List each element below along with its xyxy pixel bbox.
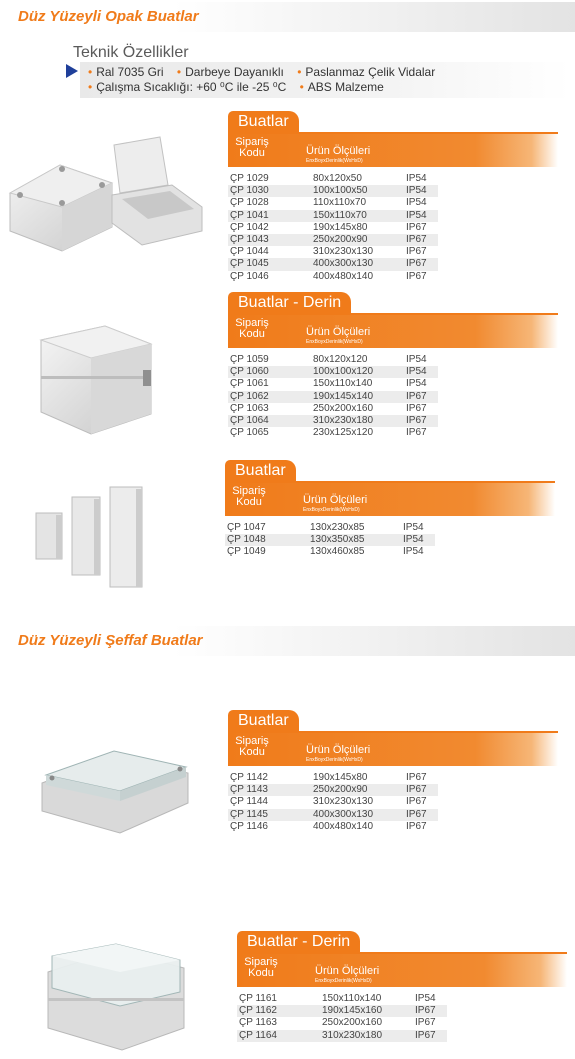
cell-dimensions: 130x350x85: [310, 534, 365, 546]
cell-code: ÇP 1030: [230, 185, 269, 197]
table-row: [228, 415, 438, 427]
table-header: [225, 483, 555, 516]
cell-dimensions: 400x300x130: [313, 258, 374, 270]
cell-dimensions: 100x100x120: [313, 366, 374, 378]
table-row: [237, 993, 447, 1005]
cell-dimensions: 190x145x160: [322, 1005, 383, 1017]
cell-code: ÇP 1143: [230, 784, 268, 796]
feature-material: ABS Malzeme: [307, 80, 384, 94]
cell-dimensions: 190x145x80: [313, 772, 368, 783]
header-code: Sipariş Kodu: [235, 735, 269, 758]
cell-protection: IP67: [415, 1029, 436, 1041]
cell-code: ÇP 1046: [230, 270, 269, 282]
table-header: [228, 315, 558, 348]
cell-code: ÇP 1145: [230, 808, 268, 820]
header-dimensions: Ürün Ölçüleri: [306, 326, 371, 338]
table-title: Buatlar: [225, 460, 296, 482]
cell-protection: IP54: [403, 522, 424, 533]
cell-dimensions: 310x230x130: [313, 246, 374, 258]
cell-code: ÇP 1144: [230, 796, 268, 808]
table-row: [225, 534, 435, 546]
cell-dimensions: 150x110x70: [313, 209, 367, 221]
cell-code: ÇP 1142: [230, 772, 268, 783]
cell-dimensions: 250x200x160: [322, 1017, 383, 1029]
cell-protection: IP67: [406, 233, 427, 245]
cell-protection: IP54: [406, 366, 427, 378]
cell-protection: IP54: [403, 546, 424, 558]
cell-dimensions: 80x120x120: [313, 354, 368, 365]
cell-code: ÇP 1028: [230, 197, 269, 209]
cell-dimensions: 230x125x120: [313, 427, 374, 439]
table-row: [237, 1017, 447, 1029]
cell-protection: IP67: [406, 390, 427, 402]
cell-protection: IP67: [415, 1017, 436, 1029]
cell-code: ÇP 1163: [239, 1017, 277, 1029]
cell-code: ÇP 1164: [239, 1029, 277, 1041]
feature-1: Ral 7035 Gri: [96, 65, 164, 79]
cell-code: ÇP 1044: [230, 246, 269, 258]
cell-protection: IP54: [406, 378, 427, 390]
cell-code: ÇP 1161: [239, 993, 277, 1004]
cell-protection: IP67: [406, 402, 427, 414]
header-dimensions-sub: EnxBoyxDerinlik(WxHxD): [315, 978, 372, 984]
table-buatlar-derin-seffaf: [237, 931, 567, 1042]
cell-dimensions: 250x200x90: [313, 233, 368, 245]
table-row: [228, 772, 438, 784]
table-rows: [237, 993, 447, 1042]
cell-protection: IP67: [406, 808, 427, 820]
cell-code: ÇP 1162: [239, 1005, 277, 1017]
feature-3: Paslanmaz Çelik Vidalar: [305, 65, 436, 79]
table-buatlar-derin-1: [228, 292, 558, 439]
table-row: [228, 809, 438, 821]
cell-code: ÇP 1047: [227, 522, 266, 533]
table-row: [228, 246, 438, 258]
product-image-buat-open: [2, 135, 222, 255]
cell-code: ÇP 1059: [230, 354, 269, 365]
table-rows: [228, 772, 438, 833]
cell-protection: IP67: [406, 427, 427, 439]
product-image-seffaf-derin: [44, 942, 194, 1054]
header-dimensions-sub: EnxBoyxDerinlik(WxHxD): [303, 507, 360, 513]
feature-2: Darbeye Dayanıklı: [185, 65, 284, 79]
table-row: [228, 197, 438, 209]
arrow-icon: [66, 64, 78, 78]
table-row: [228, 821, 438, 833]
table-row: [228, 234, 438, 246]
table-row: [228, 185, 438, 197]
cell-protection: IP67: [406, 414, 427, 426]
cell-protection: IP67: [415, 1005, 436, 1017]
table-row: [228, 378, 438, 390]
cell-protection: IP54: [406, 354, 427, 365]
header-dimensions-sub: EnxBoyxDerinlik(WxHxD): [306, 339, 363, 345]
cell-code: ÇP 1045: [230, 258, 269, 270]
section-title-opak: Düz Yüzeyli Opak Buatlar: [18, 8, 199, 25]
table-header: [237, 954, 567, 987]
cell-dimensions: 110x110x70: [313, 197, 367, 209]
product-image-buat-derin: [35, 320, 160, 440]
header-dimensions: Ürün Ölçüleri: [306, 145, 371, 157]
cell-protection: IP54: [415, 993, 436, 1004]
cell-code: ÇP 1049: [227, 546, 266, 558]
cell-dimensions: 80x120x50: [313, 173, 362, 184]
cell-code: ÇP 1062: [230, 390, 269, 402]
cell-protection: IP67: [406, 246, 427, 258]
table-row: [228, 354, 438, 366]
cell-protection: IP54: [406, 197, 427, 209]
table-rows: [225, 522, 435, 559]
table-title: Buatlar - Derin: [228, 292, 351, 314]
header-dimensions: Ürün Ölçüleri: [303, 494, 368, 506]
cell-dimensions: 400x480x140: [313, 270, 374, 282]
cell-code: ÇP 1048: [227, 534, 266, 546]
table-row: [228, 210, 438, 222]
table-row: [228, 271, 438, 283]
cell-code: ÇP 1063: [230, 402, 269, 414]
table-row: [228, 222, 438, 234]
product-image-buat-tall: [32, 485, 152, 590]
cell-protection: IP67: [406, 258, 427, 270]
table-row: [225, 546, 435, 558]
header-code: Sipariş Kodu: [232, 485, 266, 508]
header-code: Sipariş Kodu: [235, 317, 269, 340]
cell-dimensions: 250x200x90: [313, 784, 368, 796]
header-dimensions: Ürün Ölçüleri: [306, 744, 371, 756]
header-dimensions-sub: EnxBoyxDerinlik(WxHxD): [306, 757, 363, 763]
cell-protection: IP67: [406, 796, 427, 808]
cell-code: ÇP 1060: [230, 366, 269, 378]
table-title: Buatlar: [228, 710, 299, 732]
table-row: [228, 391, 438, 403]
cell-dimensions: 100x100x50: [313, 185, 368, 197]
cell-protection: IP67: [406, 820, 427, 832]
teknik-line-2: • Çalışma Sıcaklığı: +60 ⁰C ile -25 ⁰C • ABS Malzeme: [88, 80, 384, 94]
cell-protection: IP67: [406, 772, 427, 783]
cell-dimensions: 400x300x130: [313, 808, 374, 820]
cell-code: ÇP 1064: [230, 414, 269, 426]
cell-code: ÇP 1042: [230, 221, 269, 233]
table-buatlar-seffaf: [228, 710, 558, 833]
cell-dimensions: 310x230x130: [313, 796, 374, 808]
cell-code: ÇP 1041: [230, 209, 269, 221]
cell-protection: IP54: [406, 209, 427, 221]
table-rows: [228, 354, 438, 439]
table-row: [237, 1005, 447, 1017]
cell-code: ÇP 1029: [230, 173, 269, 184]
table-row: [228, 403, 438, 415]
cell-dimensions: 310x230x180: [313, 414, 374, 426]
table-row: [228, 258, 438, 270]
table-header: [228, 134, 558, 167]
table-row: [228, 796, 438, 808]
table-row: [228, 173, 438, 185]
cell-protection: IP54: [406, 173, 427, 184]
table-row: [228, 366, 438, 378]
cell-dimensions: 400x480x140: [313, 820, 374, 832]
product-image-seffaf: [38, 745, 198, 835]
teknik-features: [80, 62, 570, 98]
table-buatlar-2: [225, 460, 555, 559]
cell-code: ÇP 1043: [230, 233, 269, 245]
cell-dimensions: 250x200x160: [313, 402, 374, 414]
header-code: Sipariş Kodu: [244, 956, 278, 979]
cell-dimensions: 190x145x140: [313, 390, 374, 402]
table-header: [228, 733, 558, 766]
table-row: [237, 1030, 447, 1042]
table-row: [228, 784, 438, 796]
cell-dimensions: 190x145x80: [313, 221, 368, 233]
feature-temp: Çalışma Sıcaklığı: +60 ⁰C ile -25 ⁰C: [96, 80, 287, 94]
header-dimensions: Ürün Ölçüleri: [315, 965, 380, 977]
header-code: Sipariş Kodu: [235, 136, 269, 159]
header-dimensions-sub: EnxBoyxDerinlik(WxHxD): [306, 158, 363, 164]
cell-code: ÇP 1061: [230, 378, 269, 390]
table-buatlar-1: [228, 111, 558, 283]
cell-protection: IP54: [403, 534, 424, 546]
table-title: Buatlar: [228, 111, 299, 133]
teknik-line-1: • Ral 7035 Gri • Darbeye Dayanıklı • Paslanmaz Çelik Vidalar: [88, 65, 436, 79]
cell-protection: IP54: [406, 185, 427, 197]
cell-protection: IP67: [406, 784, 427, 796]
cell-code: ÇP 1065: [230, 427, 269, 439]
section-title-seffaf: Düz Yüzeyli Şeffaf Buatlar: [18, 632, 203, 649]
cell-dimensions: 310x230x180: [322, 1029, 383, 1041]
table-title: Buatlar - Derin: [237, 931, 360, 953]
table-rows: [228, 173, 438, 283]
section-band-seffaf: [0, 626, 575, 656]
table-row: [225, 522, 435, 534]
table-row: [228, 427, 438, 439]
cell-dimensions: 130x230x85: [310, 522, 365, 533]
cell-dimensions: 150x110x140: [322, 993, 382, 1004]
cell-dimensions: 150x110x140: [313, 378, 373, 390]
cell-protection: IP67: [406, 270, 427, 282]
cell-code: ÇP 1146: [230, 820, 268, 832]
section-band-opak: [0, 2, 575, 32]
teknik-title: Teknik Özellikler: [73, 44, 189, 61]
cell-dimensions: 130x460x85: [310, 546, 365, 558]
cell-protection: IP67: [406, 221, 427, 233]
